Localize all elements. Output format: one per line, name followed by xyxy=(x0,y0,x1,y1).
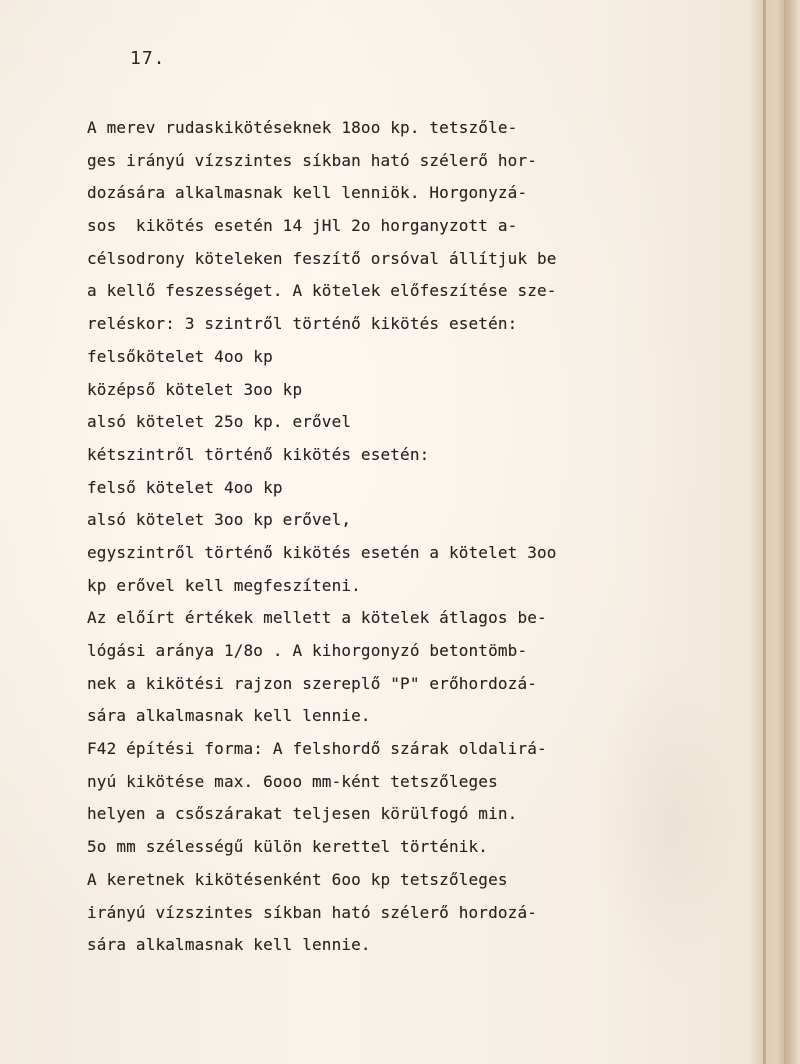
text-line: Az előírt értékek mellett a kötelek átlagos be- xyxy=(87,608,547,628)
text-line: F42 építési forma: A felshordő szárak oldalirá- xyxy=(87,739,547,759)
text-line: lógási aránya 1/8o . A kihorgonyzó betontömb- xyxy=(87,641,528,660)
text-line: kp erővel kell megfeszíteni. xyxy=(87,575,361,595)
text-line: ges irányú vízszintes síkban ható szélerő hor- xyxy=(87,150,538,170)
page-number: 17. xyxy=(130,48,166,69)
text-line: egyszintről történő kikötés esetén a kötelet 3oo xyxy=(87,542,557,562)
text-line: A keretnek kikötésenként 6oo kp tetszőleges xyxy=(87,869,508,889)
text-line: reléskor: 3 szintről történő kikötés esetén: xyxy=(87,314,518,334)
text-line: nek a kikötési rajzon szereplő "P" erőhordozá- xyxy=(87,673,538,693)
text-line: nyú kikötése max. 6ooo mm-ként tetszőleges xyxy=(87,771,498,791)
text-line: célsodrony köteleken feszítő orsóval állítjuk be xyxy=(87,248,557,268)
text-line: a kellő feszességet. A kötelek előfeszítése sze- xyxy=(87,281,557,301)
body-text xyxy=(87,112,657,962)
text-line: felső kötelet 4oo kp xyxy=(87,477,283,497)
text-line: 5o mm szélességű külön kerettel történik. xyxy=(87,837,489,857)
page-edge-line-outer xyxy=(784,0,786,1064)
text-line: sos kikötés esetén 14 jHl 2o horganyzott a- xyxy=(87,216,518,236)
page-binding-edge xyxy=(748,0,800,1064)
text-line: felsőkötelet 4oo kp xyxy=(87,346,273,366)
text-line: alsó kötelet 3oo kp erővel, xyxy=(87,510,352,530)
text-line: helyen a csőszárakat teljesen körülfogó min. xyxy=(87,804,518,824)
text-line: alsó kötelet 25o kp. erővel xyxy=(87,412,352,432)
text-line: sára alkalmasnak kell lennie. xyxy=(87,935,371,955)
page-edge-line xyxy=(763,0,766,1064)
text-line: irányú vízszintes síkban ható szélerő hordozá- xyxy=(87,902,538,922)
text-line: dozására alkalmasnak kell lenniök. Horgonyzá- xyxy=(87,183,528,203)
text-line: A merev rudaskikötéseknek 18oo kp. tetszőle- xyxy=(87,118,518,137)
text-line: sára alkalmasnak kell lennie. xyxy=(87,706,371,726)
text-line: középső kötelet 3oo kp xyxy=(87,379,303,399)
text-line: kétszintről történő kikötés esetén: xyxy=(87,444,430,464)
